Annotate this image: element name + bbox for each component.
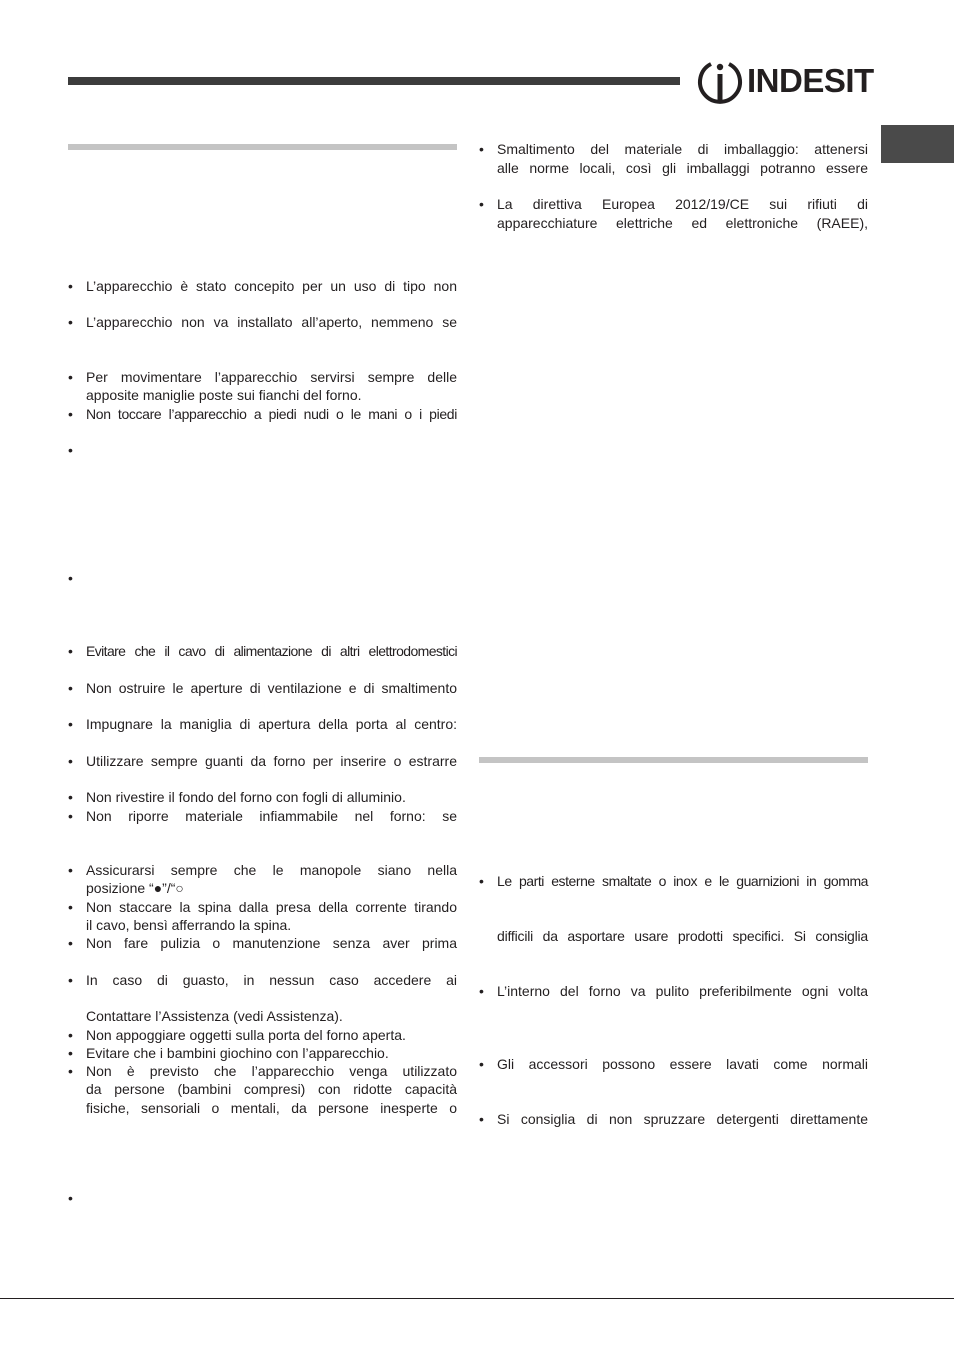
list-bullet: • — [68, 643, 73, 659]
list-item-continued: alle norme locali, così gli imballaggi potranno essere — [497, 160, 868, 176]
list-bullet: • — [68, 899, 73, 915]
list-item-continued: fisiche, sensoriali o mentali, da persone inesperte o — [86, 1100, 457, 1116]
list-item: Non rivestire il fondo del forno con fogli di alluminio. — [86, 789, 406, 805]
list-bullet: • — [68, 753, 73, 769]
list-bullet: • — [479, 983, 484, 999]
list-bullet: • — [479, 141, 484, 157]
list-item: Non fare pulizia o manutenzione senza aver prima — [86, 935, 457, 951]
list-item: L’interno del forno va pulito preferibilmente ogni volta — [497, 983, 868, 999]
list-item-continued: da persone (bambini compresi) con ridotte capacità — [86, 1081, 457, 1097]
list-bullet: • — [68, 808, 73, 824]
list-item: L’apparecchio è stato concepito per un uso di tipo non — [86, 278, 457, 294]
list-bullet: • — [68, 680, 73, 696]
list-item: Non ostruire le aperture di ventilazione e di smaltimento — [86, 680, 457, 696]
section-divider-right — [479, 757, 868, 763]
list-bullet: • — [68, 406, 73, 422]
list-item: Si consiglia di non spruzzare detergenti direttamente — [497, 1111, 868, 1127]
list-item: La direttiva Europea 2012/19/CE sui rifiuti di — [497, 196, 868, 212]
list-bullet: • — [68, 1027, 73, 1043]
list-item: Non appoggiare oggetti sulla porta del forno aperta. — [86, 1027, 406, 1043]
footer-rule — [0, 1298, 954, 1299]
language-tab — [881, 125, 954, 163]
list-item: Non è previsto che l’apparecchio venga utilizzato — [86, 1063, 457, 1079]
section-divider-left — [68, 144, 457, 150]
list-item: Evitare che il cavo di alimentazione di altri elettrodomestici — [86, 643, 457, 659]
list-item: Impugnare la maniglia di apertura della porta al centro: — [86, 716, 457, 732]
list-item-continued: Contattare l’Assistenza (vedi Assistenza). — [86, 1008, 343, 1024]
brand-logo — [694, 58, 874, 106]
list-bullet: • — [479, 1056, 484, 1072]
header-bar — [68, 77, 680, 85]
list-bullet: • — [479, 873, 484, 889]
list-item: Smaltimento del materiale di imballaggio: attenersi — [497, 141, 868, 157]
list-item: Evitare che i bambini giochino con l’apparecchio. — [86, 1045, 389, 1061]
list-bullet: • — [68, 442, 73, 458]
list-bullet: • — [68, 1190, 73, 1206]
list-bullet: • — [479, 1111, 484, 1127]
indesit-emblem-icon — [694, 58, 746, 106]
list-item-continued: il cavo, bensì afferrando la spina. — [86, 917, 292, 933]
list-bullet: • — [68, 570, 73, 586]
list-bullet: • — [68, 935, 73, 951]
list-item: Non toccare l’apparecchio a piedi nudi o le mani o i piedi — [86, 406, 457, 422]
list-item: Utilizzare sempre guanti da forno per inserire o estrarre — [86, 753, 457, 769]
list-bullet: • — [68, 278, 73, 294]
list-item: Le parti esterne smaltate o inox e le guarnizioni in gomma — [497, 873, 868, 889]
list-bullet: • — [479, 196, 484, 212]
list-item: In caso di guasto, in nessun caso accedere ai — [86, 972, 457, 988]
list-bullet: • — [68, 716, 73, 732]
list-bullet: • — [68, 1063, 73, 1079]
list-item: Non staccare la spina dalla presa della corrente tirando — [86, 899, 457, 915]
list-item-continued: posizione “●”/“○ — [86, 880, 184, 896]
list-item-continued: difficili da asportare usare prodotti specifici. Si consiglia — [497, 928, 868, 944]
list-item: L’apparecchio non va installato all’aperto, nemmeno se — [86, 314, 457, 330]
list-item: Assicurarsi sempre che le manopole siano nella — [86, 862, 457, 878]
list-bullet: • — [68, 1045, 73, 1061]
list-item-continued: apposite maniglie poste sui fianchi del forno. — [86, 387, 362, 403]
list-item-continued: apparecchiature elettriche ed elettroniche (RAEE), — [497, 215, 868, 231]
list-bullet: • — [68, 972, 73, 988]
list-bullet: • — [68, 314, 73, 330]
brand-name: INDESIT — [747, 62, 874, 99]
list-bullet: • — [68, 369, 73, 385]
list-bullet: • — [68, 789, 73, 805]
list-item: Gli accessori possono essere lavati come normali — [497, 1056, 868, 1072]
list-bullet: • — [68, 862, 73, 878]
list-item: Non riporre materiale infiammabile nel forno: se — [86, 808, 457, 824]
list-item: Per movimentare l’apparecchio servirsi sempre delle — [86, 369, 457, 385]
